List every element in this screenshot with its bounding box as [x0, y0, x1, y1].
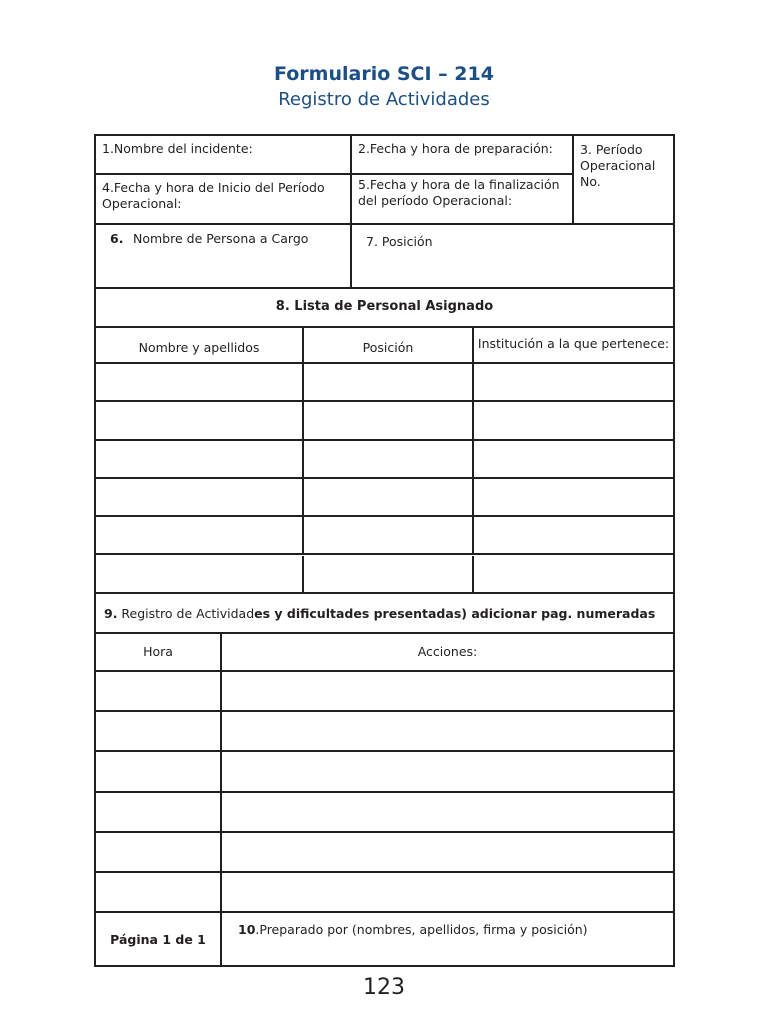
field-2-label: 2.Fecha y hora de preparación:: [358, 141, 553, 156]
personnel-row: [96, 517, 673, 555]
personnel-institution-cell[interactable]: [474, 364, 673, 400]
personnel-row: [96, 402, 673, 440]
personnel-name-cell[interactable]: [96, 364, 304, 400]
personnel-position-cell[interactable]: [304, 364, 474, 400]
col-actions-label: Acciones:: [417, 644, 478, 659]
field-incident-name[interactable]: [96, 136, 352, 175]
col-institution-header: [474, 328, 673, 362]
col-hour-label: Hora: [143, 644, 173, 659]
personnel-row: [96, 441, 673, 479]
field-3-label: 3. Período Operacional No.: [580, 142, 656, 189]
activity-row: [96, 672, 673, 712]
activity-row: [96, 873, 673, 913]
field-prep-date[interactable]: [352, 136, 574, 175]
field-period-start[interactable]: [96, 175, 352, 225]
form-grid: [94, 134, 675, 967]
activities-heading-number: 9.: [104, 606, 118, 621]
activities-heading: [104, 606, 655, 621]
prepared-by-text: .Preparado por (nombres, apellidos, firma y posición): [255, 922, 588, 937]
personnel-institution-cell[interactable]: [474, 402, 673, 438]
col-name-header: [96, 328, 304, 362]
field-1-label: 1.Nombre del incidente:: [102, 141, 253, 156]
activity-action-cell[interactable]: [222, 752, 673, 790]
activity-hour-cell[interactable]: [96, 793, 222, 831]
activity-row: [96, 752, 673, 792]
personnel-header-row: [96, 328, 673, 364]
row-person-in-charge: [96, 225, 673, 289]
field-4-label: 4.Fecha y hora de Inicio del Período Operacional:: [102, 180, 325, 211]
activities-header-row: [96, 634, 673, 672]
personnel-institution-cell[interactable]: [474, 479, 673, 515]
personnel-row: [96, 556, 673, 594]
activity-action-cell[interactable]: [222, 712, 673, 750]
personnel-row: [96, 364, 673, 402]
activity-action-cell[interactable]: [222, 873, 673, 911]
activity-row: [96, 833, 673, 873]
personnel-position-cell[interactable]: [304, 441, 474, 477]
personnel-position-cell[interactable]: [304, 517, 474, 553]
page-indicator: Página 1 de 1: [110, 932, 206, 947]
field-operational-period[interactable]: [574, 136, 675, 225]
personnel-institution-cell[interactable]: [474, 517, 673, 553]
activity-hour-cell[interactable]: [96, 833, 222, 871]
col-position-label: Posición: [362, 340, 414, 355]
personnel-name-cell[interactable]: [96, 479, 304, 515]
personnel-heading: 8. Lista de Personal Asignado: [275, 299, 494, 314]
activity-hour-cell[interactable]: [96, 752, 222, 790]
row-period-dates: [96, 175, 572, 225]
personnel-name-cell[interactable]: [96, 441, 304, 477]
activities-heading-part-a: Registro de Actividad: [117, 606, 255, 621]
activity-hour-cell[interactable]: [96, 712, 222, 750]
personnel-name-cell[interactable]: [96, 517, 304, 553]
activities-heading-row: [96, 594, 673, 634]
page-indicator-cell: [96, 913, 222, 965]
col-name-label: Nombre y apellidos: [138, 340, 260, 355]
prepared-by-field[interactable]: [222, 913, 673, 965]
field-position[interactable]: [352, 225, 673, 287]
personnel-name-cell[interactable]: [96, 402, 304, 438]
form-subtitle: Registro de Actividades: [278, 89, 490, 110]
col-position-header: [304, 328, 474, 362]
prepared-by-number: 10: [238, 922, 256, 937]
col-hour-header: [96, 634, 222, 670]
field-5-label: 5.Fecha y hora de la finalización del período Operacional:: [358, 177, 560, 208]
activity-hour-cell[interactable]: [96, 672, 222, 710]
personnel-institution-cell[interactable]: [474, 441, 673, 477]
col-institution-label: Institución a la que pertenece:: [477, 336, 670, 351]
field-6-label: Nombre de Persona a Cargo: [133, 231, 309, 246]
field-person-in-charge[interactable]: [96, 225, 352, 287]
col-actions-header: [222, 634, 673, 670]
activity-row: [96, 793, 673, 833]
activity-hour-cell[interactable]: [96, 873, 222, 911]
personnel-position-cell[interactable]: [304, 402, 474, 438]
personnel-position-cell[interactable]: [304, 479, 474, 515]
footer-row: [96, 913, 673, 965]
personnel-name-cell[interactable]: [96, 556, 304, 592]
form-title: Formulario SCI – 214: [274, 63, 494, 85]
personnel-position-cell[interactable]: [304, 556, 474, 592]
activity-row: [96, 712, 673, 752]
prepared-by-label: [238, 922, 588, 938]
personnel-institution-cell[interactable]: [474, 556, 673, 592]
activities-heading-part-b: es y dificultades presentadas) adicionar pag. numeradas: [254, 606, 656, 621]
activity-action-cell[interactable]: [222, 833, 673, 871]
personnel-heading-row: [96, 289, 673, 328]
field-7-label: 7. Posición: [366, 234, 433, 249]
activity-action-cell[interactable]: [222, 672, 673, 710]
activity-action-cell[interactable]: [222, 793, 673, 831]
page-number: 123: [363, 975, 405, 1000]
field-6-number: 6.: [110, 231, 124, 246]
field-period-end[interactable]: [352, 175, 574, 225]
personnel-row: [96, 479, 673, 517]
